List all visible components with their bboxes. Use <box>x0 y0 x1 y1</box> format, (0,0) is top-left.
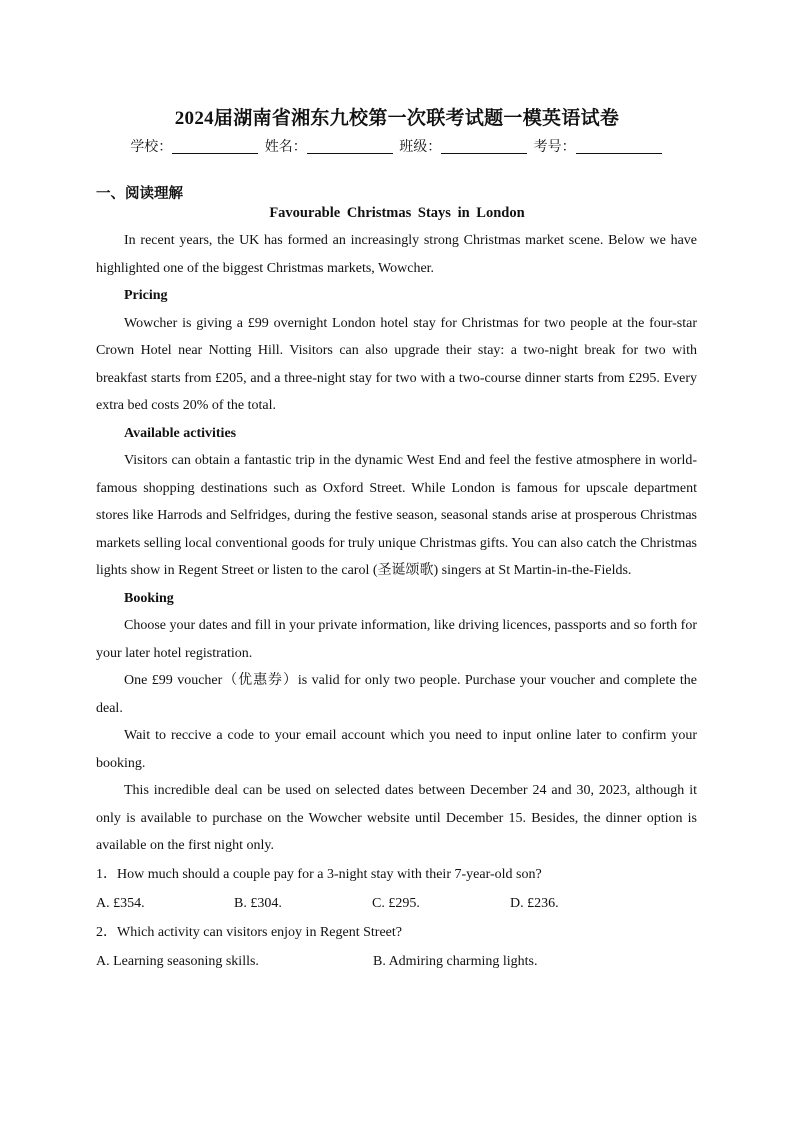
school-blank[interactable] <box>172 139 258 154</box>
passage-title: Favourable Christmas Stays in London <box>269 205 525 221</box>
answer-option[interactable]: D. £236. <box>510 895 559 911</box>
passage-paragraph: Visitors can obtain a fantastic trip in the dynamic West End and feel the festive atmosphere in world-famous shopping destinations such as Oxford Street. While London is famous for upscale department stores like Harrods and Selfridges, during the festive season, seasonal stands arise at prosperous Christmas markets selling local conventional goods for truly unique Christmas gifts. You can also catch the Christmas lights show in Regent Street or listen to the carol (圣诞颂歌) singers at St Martin-in-the-Fields. <box>96 453 697 578</box>
answer-option[interactable]: B. £304. <box>234 895 282 911</box>
section-heading: 一、阅读理解 <box>96 186 183 202</box>
answer-options <box>96 947 697 976</box>
passage-subheading: Pricing <box>124 288 168 303</box>
name-label: 姓名： <box>264 139 307 155</box>
answer-option[interactable]: B. Admiring charming lights. <box>373 953 538 969</box>
passage-paragraph: Choose your dates and fill in your private information, like driving licences, passports and so forth for your later hotel registration. <box>96 618 697 661</box>
passage-subheading: Available activities <box>124 425 237 441</box>
number-blank[interactable] <box>576 139 662 154</box>
answer-option[interactable]: A. £354. <box>96 895 145 911</box>
exam-title: 2024届湖南省湘东九校第一次联考试题一模英语试卷 <box>174 108 620 129</box>
passage-paragraph: Wait to reccive a code to your email account which you need to input online later to confirm your booking. <box>96 728 697 771</box>
passage-paragraph: One £99 voucher（优惠券）is valid for only two people. Purchase your voucher and complete the deal. <box>96 673 697 716</box>
answer-option[interactable]: C. £295. <box>372 895 420 911</box>
answer-option[interactable]: A. Learning seasoning skills. <box>96 953 259 969</box>
passage-paragraph: Wowcher is giving a £99 overnight London hotel stay for Christmas for two people at the four-star Crown Hotel near Notting Hill. Visitors can also upgrade their stay: a two-night break for two with breakfast starts from £205, and a three-night stay for two with a two-course dinner starts from £295. Every extra bed costs 20% of the total. <box>96 315 697 413</box>
passage-paragraph: This incredible deal can be used on selected dates between December 24 and 30, 2023, although it only is available to purchase on the Wowcher website until December 15. Besides, the dinner option is available on the first night only. <box>96 783 697 853</box>
school-label: 学校： <box>130 139 173 155</box>
question-stem: 1．How much should a couple pay for a 3-night stay with their 7-year-old son? <box>96 866 542 882</box>
passage-body <box>96 227 697 976</box>
question-stem: 2．Which activity can visitors enjoy in Regent Street? <box>96 924 402 940</box>
passage-subheading: Booking <box>124 590 174 606</box>
number-label: 考号： <box>533 139 576 155</box>
passage-paragraph: In recent years, the UK has formed an increasingly strong Christmas market scene. Below we have highlighted one of the biggest Christmas markets, Wowcher. <box>96 233 697 276</box>
answer-options <box>96 889 697 918</box>
student-info-line <box>0 136 794 156</box>
name-blank[interactable] <box>307 139 393 154</box>
class-blank[interactable] <box>441 139 527 154</box>
class-label: 班级： <box>399 139 442 155</box>
